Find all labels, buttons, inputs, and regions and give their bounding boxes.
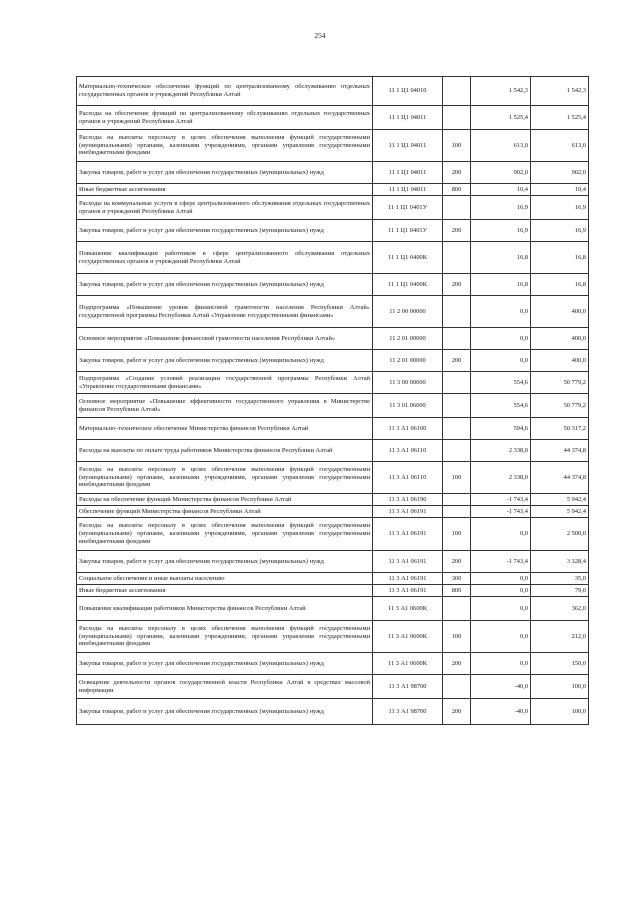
row-name: Закупка товаров, работ и услуг для обеспечения государственных (муниципальных) нужд bbox=[77, 220, 373, 242]
row-code: 11 3 А1 06191 bbox=[373, 506, 443, 518]
row-code: 11 3 А1 0600К bbox=[373, 597, 443, 621]
row-change-amount: 0,0 bbox=[471, 573, 531, 585]
table-row bbox=[77, 518, 589, 551]
row-expense-type bbox=[443, 196, 471, 220]
row-change-amount: -1 743,4 bbox=[471, 551, 531, 573]
row-name: Расходы на коммунальные услуги в сфере централизованного обслуживания отдельных государственных органов и учреждений Республики Алтай bbox=[77, 196, 373, 220]
row-expense-type bbox=[443, 418, 471, 440]
row-expense-type: 100 bbox=[443, 130, 471, 162]
table-row bbox=[77, 296, 589, 328]
row-name: Материально–техническое обеспечение Министерства финансов Республики Алтай bbox=[77, 418, 373, 440]
table-row bbox=[77, 130, 589, 162]
row-name: Расходы на выплаты персоналу в целях обеспечения выполнения функций государственными (муниципальными) органами, казенными учреждениями, органами управления государственными внебюджетными фондами bbox=[77, 130, 373, 162]
row-total-amount: 400,0 bbox=[531, 328, 589, 350]
row-expense-type: 200 bbox=[443, 220, 471, 242]
row-change-amount: 0,0 bbox=[471, 328, 531, 350]
row-name: Социальное обеспечение и иные выплаты населению bbox=[77, 573, 373, 585]
row-change-amount: 554,6 bbox=[471, 394, 531, 418]
row-total-amount: 50 779,2 bbox=[531, 372, 589, 394]
row-total-amount: 100,0 bbox=[531, 699, 589, 725]
row-expense-type bbox=[443, 242, 471, 274]
row-total-amount: 35,0 bbox=[531, 573, 589, 585]
table-row bbox=[77, 585, 589, 597]
row-change-amount: 16,8 bbox=[471, 242, 531, 274]
row-expense-type bbox=[443, 372, 471, 394]
row-code: 11 1 Ц1 0401У bbox=[373, 196, 443, 220]
row-code: 11 1 Ц1 0400К bbox=[373, 242, 443, 274]
row-name: Основное мероприятие «Повышение финансовой грамотности населения Республики Алтай» bbox=[77, 328, 373, 350]
table-row bbox=[77, 196, 589, 220]
row-total-amount: 400,0 bbox=[531, 296, 589, 328]
row-name: Закупка товаров, работ и услуг для обеспечения государственных (муниципальных) нужд bbox=[77, 699, 373, 725]
row-expense-type: 800 bbox=[443, 184, 471, 196]
row-total-amount: 16,9 bbox=[531, 220, 589, 242]
table-row bbox=[77, 551, 589, 573]
table-row bbox=[77, 106, 589, 130]
table-row bbox=[77, 597, 589, 621]
row-code: 11 2 01 00000 bbox=[373, 328, 443, 350]
row-code: 11 3 А1 06110 bbox=[373, 440, 443, 462]
table-row bbox=[77, 274, 589, 296]
row-name: Закупка товаров, работ и услуг для обеспечения государственных (муниципальных) нужд bbox=[77, 653, 373, 675]
row-code: 11 3 А1 06191 bbox=[373, 585, 443, 597]
table-row bbox=[77, 77, 589, 106]
row-change-amount: 594,6 bbox=[471, 418, 531, 440]
row-name: Расходы на обеспечение функций по централизованному обслуживанию отдельных государственных органов и учреждений Республики Алтай bbox=[77, 106, 373, 130]
row-change-amount: 0,0 bbox=[471, 597, 531, 621]
row-total-amount: 5 942,4 bbox=[531, 494, 589, 506]
row-expense-type: 200 bbox=[443, 274, 471, 296]
row-change-amount: 0,0 bbox=[471, 621, 531, 653]
row-name: Подпрограмма «Создание условий реализации государственной программы Республики Алтай «Управление государственными финансами» bbox=[77, 372, 373, 394]
row-name: Иные бюджетные ассигнования bbox=[77, 585, 373, 597]
row-total-amount: 100,0 bbox=[531, 675, 589, 699]
table-row bbox=[77, 621, 589, 653]
row-expense-type: 200 bbox=[443, 162, 471, 184]
row-expense-type bbox=[443, 296, 471, 328]
row-change-amount: -40,0 bbox=[471, 675, 531, 699]
row-change-amount: 2 338,0 bbox=[471, 462, 531, 494]
row-code: 11 3 А1 06191 bbox=[373, 551, 443, 573]
table-row bbox=[77, 506, 589, 518]
table-row bbox=[77, 418, 589, 440]
row-code: 11 3 А1 98700 bbox=[373, 675, 443, 699]
row-change-amount: 10,4 bbox=[471, 184, 531, 196]
row-total-amount: 16,9 bbox=[531, 196, 589, 220]
table-row bbox=[77, 220, 589, 242]
row-name: Расходы на выплаты по оплате труда работников Министерства финансов Республики Алтай bbox=[77, 440, 373, 462]
row-name: Основное мероприятие «Повышение эффективности государственного управления в Министерстве финансов Республики Алтай» bbox=[77, 394, 373, 418]
row-total-amount: 362,0 bbox=[531, 597, 589, 621]
row-total-amount: 1 525,4 bbox=[531, 106, 589, 130]
row-expense-type bbox=[443, 440, 471, 462]
row-expense-type: 100 bbox=[443, 518, 471, 551]
row-change-amount: 1 525,4 bbox=[471, 106, 531, 130]
table-row bbox=[77, 184, 589, 196]
row-expense-type: 300 bbox=[443, 573, 471, 585]
row-expense-type: 200 bbox=[443, 653, 471, 675]
table-row bbox=[77, 675, 589, 699]
row-name: Повышение квалификации работников Министерства финансов Республики Алтай bbox=[77, 597, 373, 621]
row-name: Закупка товаров, работ и услуг для обеспечения государственных (муниципальных) нужд bbox=[77, 162, 373, 184]
row-code: 11 3 А1 98700 bbox=[373, 699, 443, 725]
row-expense-type bbox=[443, 675, 471, 699]
row-code: 11 3 А1 06191 bbox=[373, 518, 443, 551]
table-row bbox=[77, 573, 589, 585]
table-row bbox=[77, 394, 589, 418]
row-code: 11 1 Ц1 04011 bbox=[373, 106, 443, 130]
row-code: 11 3 01 06000 bbox=[373, 394, 443, 418]
row-name: Материально-техническое обеспечение функций по централизованному обслуживанию отдельных государственных органов и учреждений Республики Алтай bbox=[77, 77, 373, 106]
row-change-amount: 902,0 bbox=[471, 162, 531, 184]
row-expense-type bbox=[443, 597, 471, 621]
row-name: Закупка товаров, работ и услуг для обеспечения государственных (муниципальных) нужд bbox=[77, 551, 373, 573]
row-expense-type: 800 bbox=[443, 585, 471, 597]
row-total-amount: 16,8 bbox=[531, 274, 589, 296]
row-total-amount: 613,0 bbox=[531, 130, 589, 162]
row-code: 11 1 Ц1 04011 bbox=[373, 184, 443, 196]
row-expense-type bbox=[443, 106, 471, 130]
row-expense-type: 200 bbox=[443, 699, 471, 725]
row-expense-type bbox=[443, 494, 471, 506]
table-row bbox=[77, 494, 589, 506]
row-name: Повышение квалификации работников в сфере централизованного обслуживания отдельных государственных органов и учреждений Республики Алтай bbox=[77, 242, 373, 274]
row-name: Расходы на выплаты персоналу в целях обеспечения выполнения функций государственными (муниципальными) органами, казенными учреждениями, органами управления государственными внебюджетными фондами bbox=[77, 621, 373, 653]
table-row bbox=[77, 462, 589, 494]
row-total-amount: 44 374,8 bbox=[531, 462, 589, 494]
row-code: 11 3 00 00000 bbox=[373, 372, 443, 394]
row-name: Расходы на выплаты персоналу в целях обеспечения выполнения функций государственными (муниципальными) органами, казенными учреждениями, органами управления государственными внебюджетными фондами bbox=[77, 518, 373, 551]
table-row bbox=[77, 328, 589, 350]
table-row bbox=[77, 162, 589, 184]
row-name: Расходы на выплаты персоналу в целях обеспечения выполнения функций государственными (муниципальными) органами, казенными учреждениями, органами управления государственными внебюджетными фондами bbox=[77, 462, 373, 494]
row-name: Иные бюджетные ассигнования bbox=[77, 184, 373, 196]
row-code: 11 3 А1 0600К bbox=[373, 621, 443, 653]
row-total-amount: 79,0 bbox=[531, 585, 589, 597]
table-row bbox=[77, 242, 589, 274]
budget-table bbox=[76, 76, 589, 725]
row-total-amount: 1 542,3 bbox=[531, 77, 589, 106]
table-row bbox=[77, 350, 589, 372]
table-row bbox=[77, 653, 589, 675]
row-name: Подпрограмма «Повышение уровня финансовой грамотности населения Республики Алтай» государственной программы Республики Алтай «Управление государственными финансами» bbox=[77, 296, 373, 328]
row-name: Расходы на обеспечение функций Министерства финансов Республики Алтай bbox=[77, 494, 373, 506]
row-total-amount: 50 317,2 bbox=[531, 418, 589, 440]
row-change-amount: 2 338,0 bbox=[471, 440, 531, 462]
row-total-amount: 16,8 bbox=[531, 242, 589, 274]
page-number: 254 bbox=[314, 31, 326, 40]
row-expense-type: 100 bbox=[443, 621, 471, 653]
row-name: Освещение деятельности органов государственной власти Республики Алтай в средствах массовой информации bbox=[77, 675, 373, 699]
row-change-amount: -1 743,4 bbox=[471, 494, 531, 506]
table-body bbox=[77, 77, 589, 725]
table-row bbox=[77, 699, 589, 725]
row-total-amount: 10,4 bbox=[531, 184, 589, 196]
row-code: 11 2 01 00000 bbox=[373, 350, 443, 372]
row-change-amount: 0,0 bbox=[471, 585, 531, 597]
row-change-amount: 1 542,3 bbox=[471, 77, 531, 106]
row-code: 11 3 А1 06190 bbox=[373, 494, 443, 506]
row-code: 11 1 Ц1 04011 bbox=[373, 162, 443, 184]
row-name: Закупка товаров, работ и услуг для обеспечения государственных (муниципальных) нужд bbox=[77, 350, 373, 372]
table-row bbox=[77, 372, 589, 394]
row-change-amount: -1 743,4 bbox=[471, 506, 531, 518]
row-code: 11 3 А1 06100 bbox=[373, 418, 443, 440]
row-change-amount: 613,0 bbox=[471, 130, 531, 162]
row-change-amount: 0,0 bbox=[471, 653, 531, 675]
row-expense-type: 200 bbox=[443, 551, 471, 573]
row-total-amount: 212,0 bbox=[531, 621, 589, 653]
row-code: 11 3 А1 0600К bbox=[373, 653, 443, 675]
row-total-amount: 3 328,4 bbox=[531, 551, 589, 573]
row-total-amount: 150,0 bbox=[531, 653, 589, 675]
row-code: 11 1 Ц1 04011 bbox=[373, 130, 443, 162]
row-change-amount: 16,9 bbox=[471, 220, 531, 242]
row-expense-type: 200 bbox=[443, 350, 471, 372]
row-expense-type bbox=[443, 506, 471, 518]
row-change-amount: 554,6 bbox=[471, 372, 531, 394]
row-change-amount: 0,0 bbox=[471, 518, 531, 551]
row-change-amount: 0,0 bbox=[471, 296, 531, 328]
row-total-amount: 5 942,4 bbox=[531, 506, 589, 518]
row-code: 11 3 А1 06110 bbox=[373, 462, 443, 494]
row-change-amount: 16,8 bbox=[471, 274, 531, 296]
row-code: 11 1 Ц1 0401У bbox=[373, 220, 443, 242]
row-code: 11 3 А1 06191 bbox=[373, 573, 443, 585]
row-name: Обеспечение функций Министерства финансов Республики Алтай bbox=[77, 506, 373, 518]
row-change-amount: 16,9 bbox=[471, 196, 531, 220]
row-total-amount: 50 779,2 bbox=[531, 394, 589, 418]
row-change-amount: -40,0 bbox=[471, 699, 531, 725]
row-code: 11 1 Ц1 04010 bbox=[373, 77, 443, 106]
row-total-amount: 44 374,8 bbox=[531, 440, 589, 462]
row-total-amount: 2 500,0 bbox=[531, 518, 589, 551]
row-expense-type bbox=[443, 328, 471, 350]
row-code: 11 2 00 00000 bbox=[373, 296, 443, 328]
row-expense-type bbox=[443, 77, 471, 106]
row-name: Закупка товаров, работ и услуг для обеспечения государственных (муниципальных) нужд bbox=[77, 274, 373, 296]
row-change-amount: 0,0 bbox=[471, 350, 531, 372]
row-expense-type bbox=[443, 394, 471, 418]
row-expense-type: 100 bbox=[443, 462, 471, 494]
row-total-amount: 400,0 bbox=[531, 350, 589, 372]
table-row bbox=[77, 440, 589, 462]
row-total-amount: 902,0 bbox=[531, 162, 589, 184]
row-code: 11 1 Ц1 0400К bbox=[373, 274, 443, 296]
